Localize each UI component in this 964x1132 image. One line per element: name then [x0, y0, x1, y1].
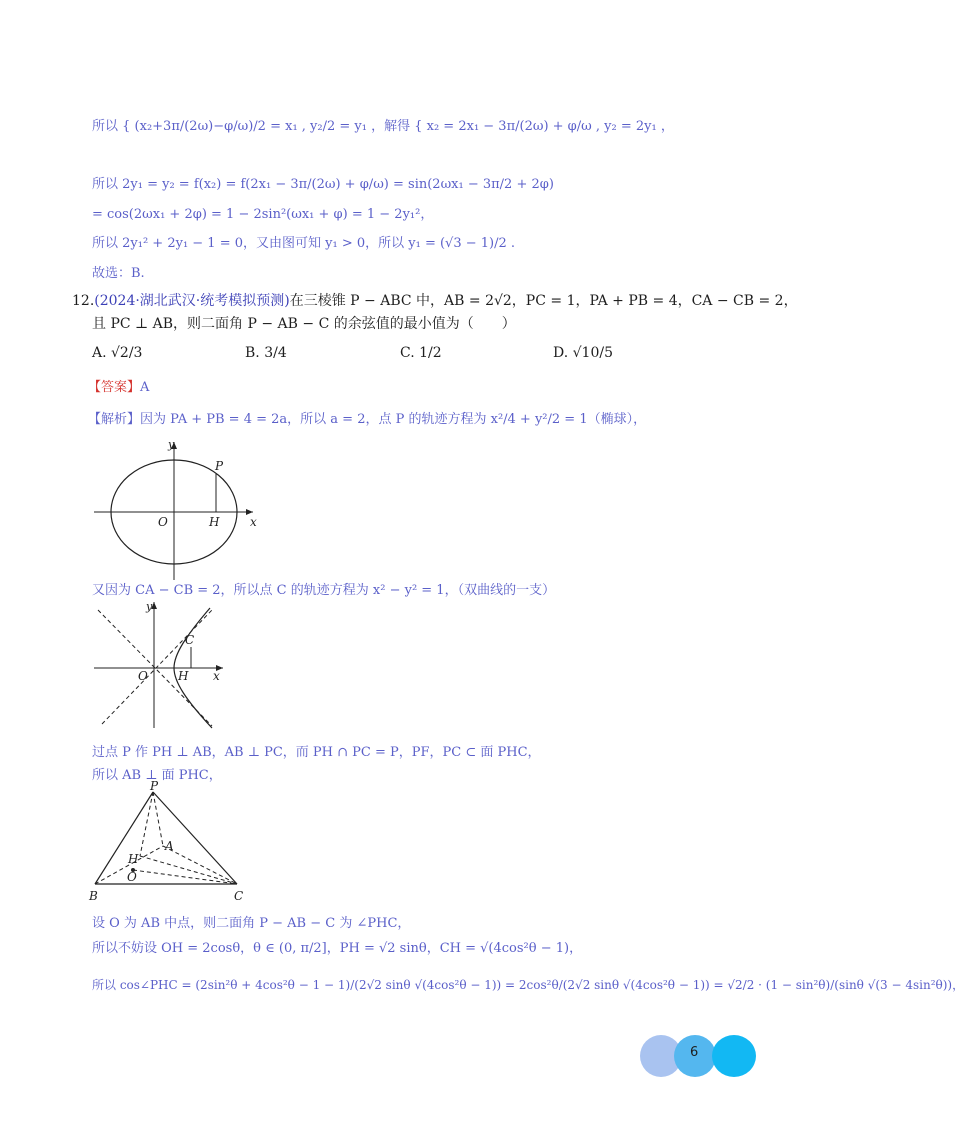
solution-line-4: 所以 2y₁² + 2y₁ − 1 = 0，又由图可知 y₁ > 0，所以 y₁ = (√3 − 1)/2 . [92, 236, 516, 251]
label-o: O [138, 669, 148, 683]
option-d: D. √10/5 [553, 345, 613, 361]
analysis-text-1: 因为 PA + PB = 4 = 2a，所以 a = 2，点 P 的轨迹方程为 x²/4 + y²/2 = 1（椭球）， [140, 412, 647, 427]
analysis-line-4: 所以 AB ⊥ 面 PHC， [92, 768, 222, 783]
label-h: H [209, 515, 220, 529]
label-h: H [128, 852, 139, 866]
solution-line-5: 故选：B. [92, 266, 145, 281]
ellipse-figure [88, 430, 288, 590]
label-y: y [146, 600, 153, 613]
page-number: 6 [690, 1045, 699, 1060]
hyperbola-figure [88, 598, 238, 733]
option-a: A. √2/3 [92, 345, 143, 361]
question-text-2: 且 PC ⊥ AB，则二面角 P − AB − C 的余弦值的最小值为（ ） [92, 316, 516, 332]
edge-ac [163, 846, 237, 884]
option-c: C. 1/2 [400, 345, 442, 361]
question-line-1 [72, 290, 798, 310]
label-c: C [234, 889, 244, 903]
analysis-line-5: 设 O 为 AB 中点，则二面角 P − AB − C 为 ∠PHC， [92, 916, 411, 931]
label-c: C [185, 633, 195, 647]
question-text: 在三棱锥 P − ABC 中，AB = 2√2，PC = 1，PA + PB = 4，CA − CB = 2， [289, 293, 798, 309]
analysis-line-2: 又因为 CA − CB = 2，所以点 C 的轨迹方程为 x² − y² = 1，（双曲线的一支） [92, 583, 556, 598]
pyramid-figure [85, 780, 255, 910]
segment-hc [140, 856, 237, 884]
analysis-line-7: 所以 cos∠PHC = (2sin²θ + 4cos²θ − 1 − 1)/(2√2 sinθ √(4cos²θ − 1)) = 2cos²θ/(2√2 sinθ √(4cos²θ − 1)) = √2/2 · (1 − sin²θ)/(sinθ √(3 − 4sin²θ))， [92, 978, 964, 992]
edge-pc [153, 792, 237, 884]
label-o: O [127, 870, 137, 884]
solution-line-3: = cos(2ωx₁ + 2φ) = 1 − 2sin²(ωx₁ + φ) = 1 − 2y₁²， [92, 207, 434, 222]
label-p: P [150, 779, 159, 793]
answer-line [88, 376, 149, 395]
solution-line-2: 所以 2y₁ = y₂ = f(x₂) = f(2x₁ − 3π/(2ω) + φ/ω) = sin(2ωx₁ − 3π/2 + 2φ) [92, 177, 554, 192]
answer-value: A [140, 380, 150, 395]
edge-pa [153, 792, 163, 846]
label-h: H [178, 669, 189, 683]
answer-label: 【答案】 [88, 380, 141, 395]
question-number: 12. [72, 293, 95, 309]
label-x: x [250, 515, 257, 529]
option-b: B. 3/4 [245, 345, 287, 361]
analysis-line-1 [88, 408, 646, 427]
label-x: x [213, 669, 220, 683]
label-y: y [168, 438, 175, 451]
analysis-line-6: 所以不妨设 OH = 2cosθ，θ ∈ (0, π/2]，PH = √2 sinθ，CH = √(4cos²θ − 1)， [92, 941, 583, 956]
label-o: O [158, 515, 168, 529]
asymptote-1 [102, 610, 212, 724]
analysis-line-3: 过点 P 作 PH ⊥ AB，AB ⊥ PC，而 PH ∩ PC = P，PF，PC ⊂ 面 PHC， [92, 745, 541, 760]
analysis-label: 【解析】 [88, 412, 141, 427]
question-source: (2024·湖北武汉·统考模拟预测) [94, 293, 290, 309]
page-circle-3 [712, 1035, 756, 1077]
solution-line-1: 所以 { (x₂+3π/(2ω)−φ/ω)/2 = x₁ , y₂/2 = y₁ ，解得 { x₂ = 2x₁ − 3π/(2ω) + φ/ω , y₂ = 2y₁ ， [92, 119, 674, 134]
edge-pb [95, 792, 153, 884]
label-b: B [89, 889, 98, 903]
segment-oc [133, 870, 237, 884]
label-a: A [165, 839, 174, 853]
label-p: P [215, 459, 224, 473]
